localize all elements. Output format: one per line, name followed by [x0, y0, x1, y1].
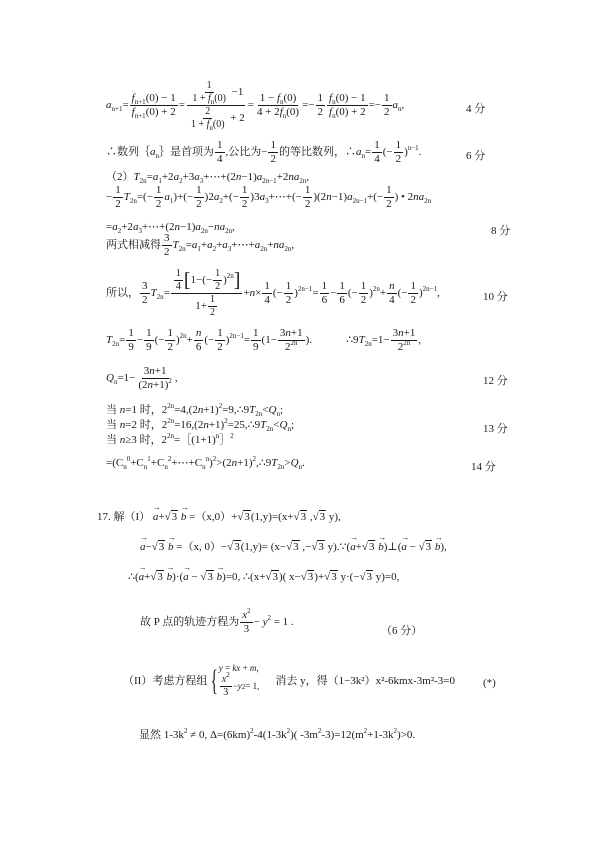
p17-locus: 故 P 点的轨迹方程为 $\frac{x^2}{3}$ − $y^2 = 1$ . [140, 607, 294, 635]
case-n3: 当 n≥3 时，$2^{2n}=[(1+1)^n]^2$ [106, 432, 234, 446]
score-14: 14 分 [471, 461, 496, 473]
recurrence-equation: $a_{n+1}=$ $\frac{f_{n+1}(0) - 1}{f_{n+1}(0) + 2}$ = $\frac{1}{1 + f_n(0)}$ −1 $\frac{2}{1 + f_n(0)}$ + 2 = $\frac{1 - f_n(0)}{4 + 2f_n(0)}$ =− $\frac{1}{2}$ $\frac{f_n(0) - 1}{f_n(0) + 2}$ =− $\frac{1}{2}$ $a_n$, [106, 79, 405, 132]
t2n-half-simplified: $=a_2+2a_3+\cdots+(2n-1)a_{2n}-na_{2n}$, [106, 221, 235, 235]
score-4: 4 分 [466, 103, 486, 115]
subtract-line: 两式相减得 $\frac{3}{2}$ $T_{2n}=a_1+a_2+a_3+\cdots+a_{2n}+na_{2n}$, [106, 232, 295, 258]
score-8: 8 分 [491, 225, 511, 237]
p17-line1: 17. 解（I） → a+√3 → b =（x,0）+√3(1,y)=(x+√3 ,√3 y), [97, 512, 341, 523]
qn-result: $Q_n=1-$ $\frac{3n+1}{(2n+1)^2}$ , [106, 365, 178, 391]
score-13: 13 分 [483, 423, 508, 435]
t2n-result: $T_{2n}=$ $\frac{1}{9}$ − $\frac{1}{9}$ (− $\frac{1}{2}$ )$^{2n}$+ $\frac{n}{6}$ (− $\frac{1}{2}$ )$^{2n-1}$= $\frac{1}{9}$ (1− $\frac{3n+1}{2^{2n}}$ ). $\therefore 9T_{2n}=1-$ $\frac{3n+1}{2^{2n}}$ , [106, 327, 422, 353]
score-10: 10 分 [483, 291, 508, 303]
so-line: 所以， $\frac{3}{2}$ $T_{2n}=$ $\frac{1}{4}$ [1−(− $\frac{1}{2}$ )$^{2n}$] 1+ $\frac{1}{2}$ +n× $\frac{1}{4}$ (− $\frac{1}{2}$ )$^{2n-1}$= $\frac{1}{6}$ − $\frac{1}{6}$ (− $\frac{1}{2}$ )$^{2n}$+ $\frac{n}{4}$ (− $\frac{1}{2}$ )$^{2n-1}$, [106, 267, 440, 318]
t2n-half-line: − $\frac{1}{2}$ $T_{2n}=(-$ $\frac{1}{2}$ $a_1)+(-$ $\frac{1}{2}$ )$2a_2+(-$ $\frac{1}{2}$ )$3a_3+\cdots+(-$ $\frac{1}{2}$ )$(2n-1)a_{2n-1}+(-$ $\frac{1}{2}$ ) • $2na_{2n}$ [106, 184, 432, 210]
equation-system: { y = kx + m, $\frac{x^2}{3}$ − y 2 = 1, [210, 663, 260, 698]
case-n3-binomial: $=(C_n^0+C_n^1+C_n^2+\cdots+C_n^n)^2>(2n+1)^2,\therefore 9T_{2n}>Q_n$. [106, 455, 305, 471]
p17-line3: ∴(→ a+√3 → b)·(→ a − √3 → b)=0, ∴(x+√3)( x−√3)+√3 y·(−√3 y)=0, [128, 572, 399, 583]
p17-discriminant: 显然 $1-3k^2 \ne 0$, $\Delta=(6km)^2-4(1-3k^2)$( $-3m^2-3)=12(m^2+1-3k^2)>0$. [139, 727, 416, 741]
case-n2: 当 n=2 时，$2^{2n}=16,(2n+1)^2=25,\therefore 9T_{2n}<Q_n$; [106, 417, 295, 433]
p17-line2: → a−√3 → b =（x, 0）−√3(1,y)= (x−√3 ,−√3 y).∵(→ a+√3 → b)⊥(→ a − √3 → b), [140, 542, 447, 553]
p17-part2: （II） 考虑方程组 { y = kx + m, $\frac{x^2}{3}$ − y 2 = 1, 消去 y，得（1−3k²）x²-6kmx-3m²-3=0 [123, 663, 455, 698]
score-12: 12 分 [483, 375, 508, 387]
sequence-conclusion: ∴数列｛ $a_n$ ｝是首项为 $\frac{1}{4}$ ,公比为− $\frac{1}{2}$ 的等比数列，∴ $a_n=$ $\frac{1}{4}$ (− $\frac{1}{2}$ )$^{n-1}$. [106, 139, 422, 165]
score-p17-6: （6 分） [381, 625, 423, 637]
case-n1: 当 n=1 时，$2^{2n}=4,(2n+1)^2=9,\therefore 9T_{2n}<Q_n$; [106, 402, 284, 418]
t2n-definition: $(2)T_{2n}=a_1+2a_2+3a_3+\cdots+(2n-1)a_{2n-1}+2na_{2n}$, [106, 171, 310, 185]
score-6: 6 分 [466, 150, 486, 162]
star-marker: (*) [483, 677, 496, 689]
